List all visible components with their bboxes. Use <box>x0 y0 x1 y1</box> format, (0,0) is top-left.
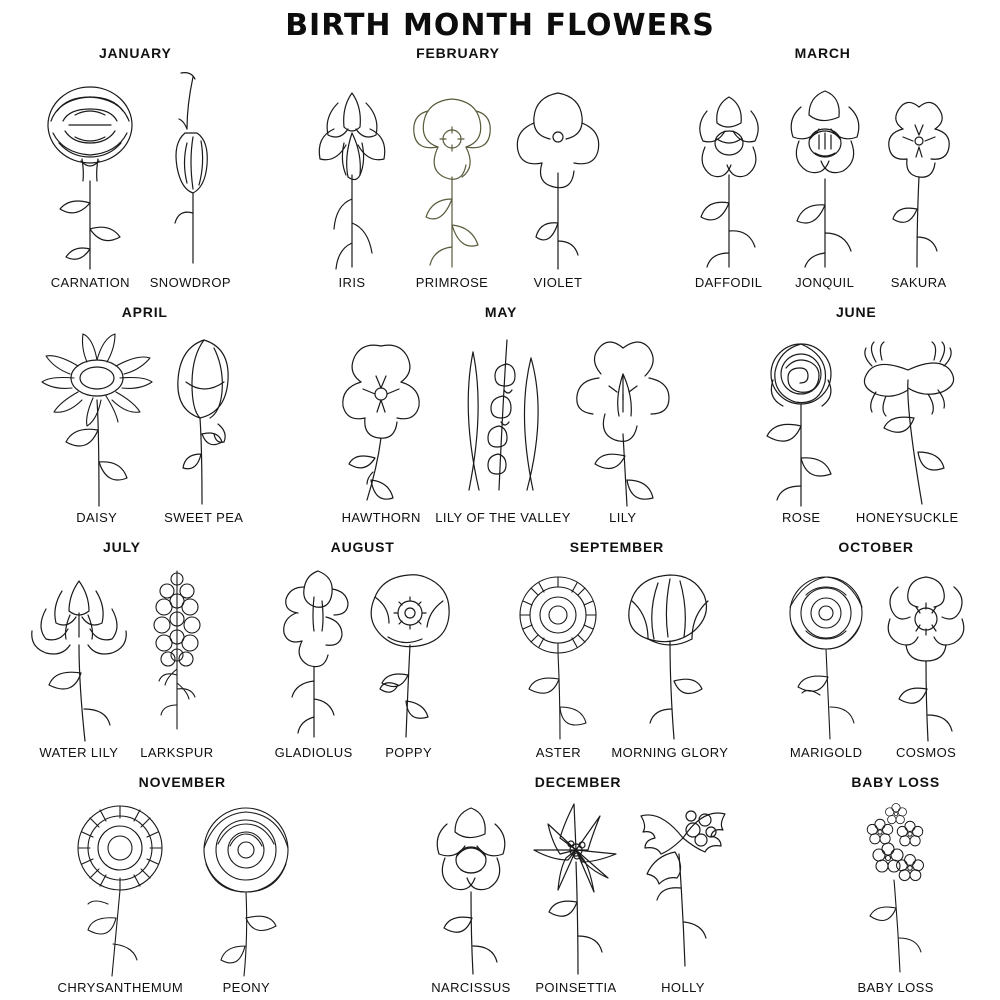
violet-flower-icon <box>506 63 610 273</box>
morning-glory-flower-icon <box>618 557 722 743</box>
flower-violet <box>506 63 610 290</box>
lily-of-the-valley-flower-icon <box>449 322 557 508</box>
month-label: OCTOBER <box>838 539 914 555</box>
flower-set <box>327 322 675 525</box>
flower-honeysuckle <box>852 322 962 525</box>
flower-set <box>306 63 610 290</box>
flower-name: MARIGOLD <box>789 745 863 760</box>
flower-poppy <box>360 557 458 760</box>
daffodil-flower-icon <box>681 63 777 273</box>
aster-flower-icon <box>505 557 611 743</box>
flower-primrose <box>398 63 506 290</box>
poster-row-2 <box>0 304 1000 525</box>
flower-name: COSMOS <box>896 745 957 760</box>
sakura-flower-icon <box>873 63 965 273</box>
month-group-september <box>505 539 728 760</box>
month-label: AUGUST <box>330 539 395 555</box>
flower-set <box>681 63 965 290</box>
flower-set <box>750 322 962 525</box>
flower-rose <box>750 322 852 525</box>
flower-set <box>268 557 458 760</box>
flower-water-lily <box>24 557 134 760</box>
iris-flower-icon <box>306 63 398 273</box>
flower-holly <box>631 792 735 995</box>
month-group-july <box>24 539 220 760</box>
page-title: BIRTH MONTH FLOWERS <box>285 8 715 43</box>
flower-set <box>505 557 728 760</box>
month-group-december <box>421 774 735 995</box>
holly-plant-icon <box>631 792 735 978</box>
flower-daisy <box>38 322 156 525</box>
flower-hawthorn <box>327 322 435 525</box>
month-label: MARCH <box>794 45 851 61</box>
flower-baby-loss <box>848 792 944 995</box>
month-label: JANUARY <box>98 45 172 61</box>
honeysuckle-flower-icon <box>852 322 962 508</box>
flower-aster <box>505 557 611 760</box>
month-label: BABY LOSS <box>851 774 940 790</box>
daisy-flower-icon <box>38 322 156 508</box>
flower-morning-glory <box>611 557 728 760</box>
flower-name: PEONY <box>222 980 271 995</box>
flower-poinsettia <box>521 792 631 995</box>
month-group-april <box>38 304 252 525</box>
flower-snowdrop <box>145 63 235 290</box>
chrysanthemum-flower-icon <box>56 792 184 978</box>
flower-name: HONEYSUCKLE <box>855 510 959 525</box>
flower-lily-of-the-valley <box>435 322 571 525</box>
month-label: APRIL <box>121 304 168 320</box>
primrose-flower-icon <box>398 63 506 273</box>
month-group-june <box>750 304 962 525</box>
month-label: SEPTEMBER <box>569 539 665 555</box>
jonquil-flower-icon <box>777 63 873 273</box>
flower-gladiolus <box>268 557 360 760</box>
month-group-may <box>327 304 675 525</box>
flower-name: NARCISSUS <box>431 980 511 995</box>
flower-daffodil <box>681 63 777 290</box>
month-group-october <box>776 539 976 760</box>
month-label: FEBRUARY <box>416 45 500 61</box>
poinsettia-flower-icon <box>521 792 631 978</box>
sweet-pea-flower-icon <box>156 322 252 508</box>
gladiolus-flower-icon <box>268 557 360 743</box>
flower-name: POPPY <box>385 745 433 760</box>
flower-name: SWEET PEA <box>164 510 244 525</box>
flower-name: ROSE <box>782 510 821 525</box>
flower-set <box>38 322 252 525</box>
flower-name: IRIS <box>338 275 366 290</box>
flower-name: LILY OF THE VALLEY <box>435 510 571 525</box>
month-group-january <box>35 45 235 290</box>
flower-name: CHRYSANTHEMUM <box>57 980 184 995</box>
carnation-flower-icon <box>35 63 145 273</box>
marigold-flower-icon <box>776 557 876 743</box>
month-label: MAY <box>484 304 518 320</box>
flower-carnation <box>35 63 145 290</box>
flower-name: PRIMROSE <box>415 275 489 290</box>
flower-name: SNOWDROP <box>149 275 231 290</box>
flower-sweet-pea <box>156 322 252 525</box>
flower-name: JONQUIL <box>795 275 855 290</box>
month-group-baby-loss <box>848 774 944 995</box>
flower-name: HOLLY <box>661 980 705 995</box>
poppy-flower-icon <box>360 557 458 743</box>
month-group-march <box>681 45 965 290</box>
flower-set <box>421 792 735 995</box>
poster-row-1 <box>0 45 1000 290</box>
flower-name: GLADIOLUS <box>274 745 353 760</box>
flower-name: WATER LILY <box>39 745 119 760</box>
narcissus-flower-icon <box>421 792 521 978</box>
month-label: NOVEMBER <box>138 774 226 790</box>
flower-cosmos <box>876 557 976 760</box>
flower-iris <box>306 63 398 290</box>
flower-set <box>24 557 220 760</box>
flower-chrysanthemum <box>56 792 184 995</box>
flower-jonquil <box>777 63 873 290</box>
peony-flower-icon <box>184 792 308 978</box>
rose-flower-icon <box>750 322 852 508</box>
snowdrop-flower-icon <box>145 63 235 273</box>
flower-name: VIOLET <box>533 275 583 290</box>
lily-flower-icon <box>571 322 675 508</box>
flower-lily <box>571 322 675 525</box>
poster-row-3 <box>0 539 1000 760</box>
month-label: JULY <box>103 539 141 555</box>
flower-set <box>35 63 235 290</box>
flower-name: CARNATION <box>50 275 130 290</box>
flower-set <box>776 557 976 760</box>
flower-name: BABY LOSS <box>857 980 934 995</box>
flower-sakura <box>873 63 965 290</box>
month-group-november <box>56 774 308 995</box>
flower-name: DAFFODIL <box>694 275 763 290</box>
flower-set <box>56 792 308 995</box>
flower-peony <box>184 792 308 995</box>
flower-marigold <box>776 557 876 760</box>
flower-name: DAISY <box>76 510 118 525</box>
flower-narcissus <box>421 792 521 995</box>
poster-row-4 <box>0 774 1000 995</box>
water-lily-flower-icon <box>24 557 134 743</box>
flower-name: HAWTHORN <box>341 510 421 525</box>
hawthorn-flower-icon <box>327 322 435 508</box>
flower-name: POINSETTIA <box>535 980 617 995</box>
flower-name: LILY <box>609 510 637 525</box>
month-group-august <box>268 539 458 760</box>
flower-name: SAKURA <box>890 275 947 290</box>
larkspur-flower-icon <box>134 557 220 743</box>
cosmos-flower-icon <box>876 557 976 743</box>
forget-me-not-flower-icon <box>848 792 944 978</box>
flower-name: ASTER <box>535 745 582 760</box>
flower-name: MORNING GLORY <box>611 745 729 760</box>
flower-set <box>848 792 944 995</box>
month-label: JUNE <box>835 304 877 320</box>
month-label: DECEMBER <box>534 774 622 790</box>
flower-larkspur <box>134 557 220 760</box>
month-group-february <box>306 45 610 290</box>
flower-name: LARKSPUR <box>140 745 214 760</box>
